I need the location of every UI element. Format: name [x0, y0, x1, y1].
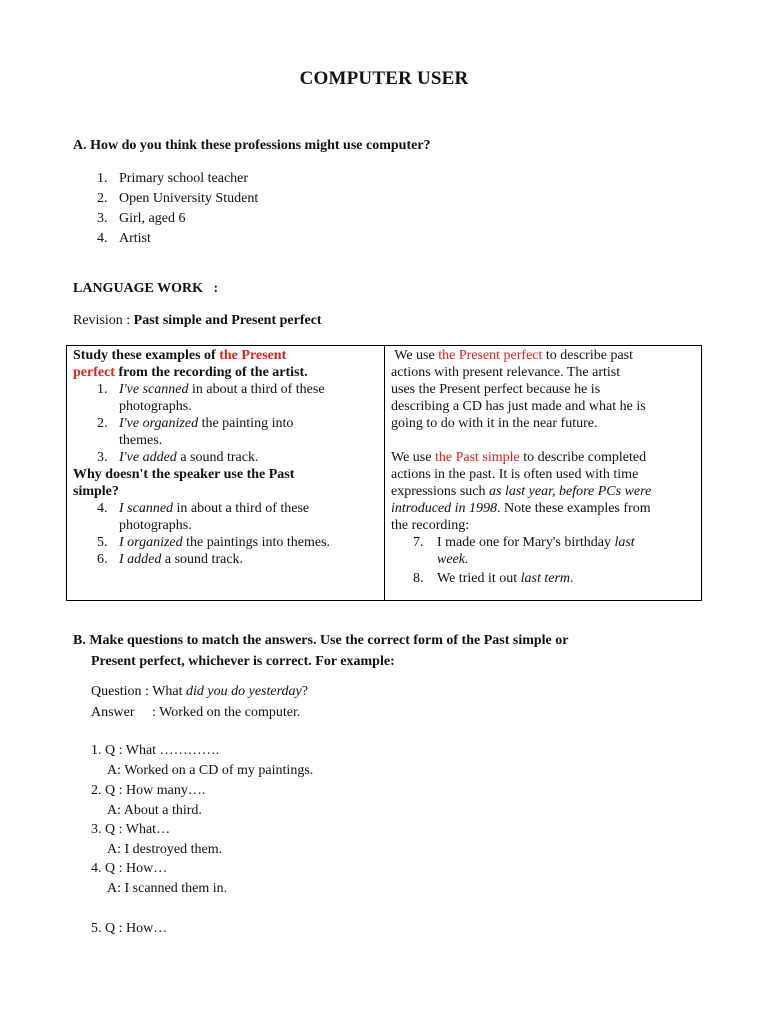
section-a-list	[97, 169, 397, 249]
list-item: 3. Girl, aged 6	[97, 211, 186, 226]
example-2: 2. I've organized the painting into	[97, 416, 294, 431]
table-divider	[384, 346, 385, 600]
list-item: 2. Open University Student	[97, 191, 259, 206]
right-column: We use the Present perfect to describe past actions with present relevance. The artist uses the Present perfect because he is describing a CD has just made and what he is going to do with it in the near future. We use the Past simple to describe completed actions in the past. It is often used with time expressions such as last year, before PCs were introduced in 1998. Note these examples from the recording: 7. I made one for Mary's birthday last week. 8. We tried it out last term.	[391, 347, 699, 587]
section-a-heading: A. How do you think these professions might use computer?	[73, 138, 431, 153]
question-4: 4. Q : How…	[91, 861, 168, 876]
example-3: 3. I've added a sound track.	[97, 450, 259, 465]
section-b-heading: B. Make questions to match the answers. Use the correct form of the Past simple or	[73, 633, 569, 648]
example-1: 1. I've scanned in about a third of these	[97, 382, 325, 397]
revision-line: Revision : Past simple and Present perfect	[73, 313, 322, 328]
example-5: 5. I organized the paintings into themes.	[97, 535, 331, 550]
list-item: 4. Artist	[97, 231, 151, 246]
answer-3: A: I destroyed them.	[107, 842, 223, 857]
comparison-table	[66, 345, 702, 601]
answer-4: A: I scanned them in.	[107, 881, 228, 896]
example-7: 7. I made one for Mary's birthday last	[413, 535, 635, 550]
section-b-heading-cont: Present perfect, whichever is correct. For example:	[91, 654, 395, 669]
language-work-heading: LANGUAGE WORK :	[73, 281, 219, 296]
answer-1: A: Worked on a CD of my paintings.	[107, 763, 314, 778]
example-6: 6. I added a sound track.	[97, 552, 244, 567]
example-question: Question : What did you do yesterday?	[91, 684, 308, 699]
question-1: 1. Q : What ………….	[91, 743, 220, 758]
question-3: 3. Q : What…	[91, 822, 171, 837]
example-8: 8. We tried it out last term.	[413, 571, 574, 586]
page-title: COMPUTER USER	[299, 68, 469, 89]
example-4: 4. I scanned in about a third of these	[97, 501, 310, 516]
question-5: 5. Q : How…	[91, 921, 168, 936]
left-column: Study these examples of the Present perfect from the recording of the artist. 1. I've scanned in about a third of these photographs. 2. I've organized the painting into themes. 3. I've added a sound track. Why doesn't the speaker use the Past simple? 4. I scanned in about a third of these photographs. 5. I organized the paintings into themes. 6. I added a sound track.	[73, 347, 381, 568]
question-2: 2. Q : How many….	[91, 783, 206, 798]
example-answer: Answer : Worked on the computer.	[91, 705, 301, 720]
answer-2: A: About a third.	[107, 803, 202, 818]
list-item: 1. Primary school teacher	[97, 171, 249, 186]
